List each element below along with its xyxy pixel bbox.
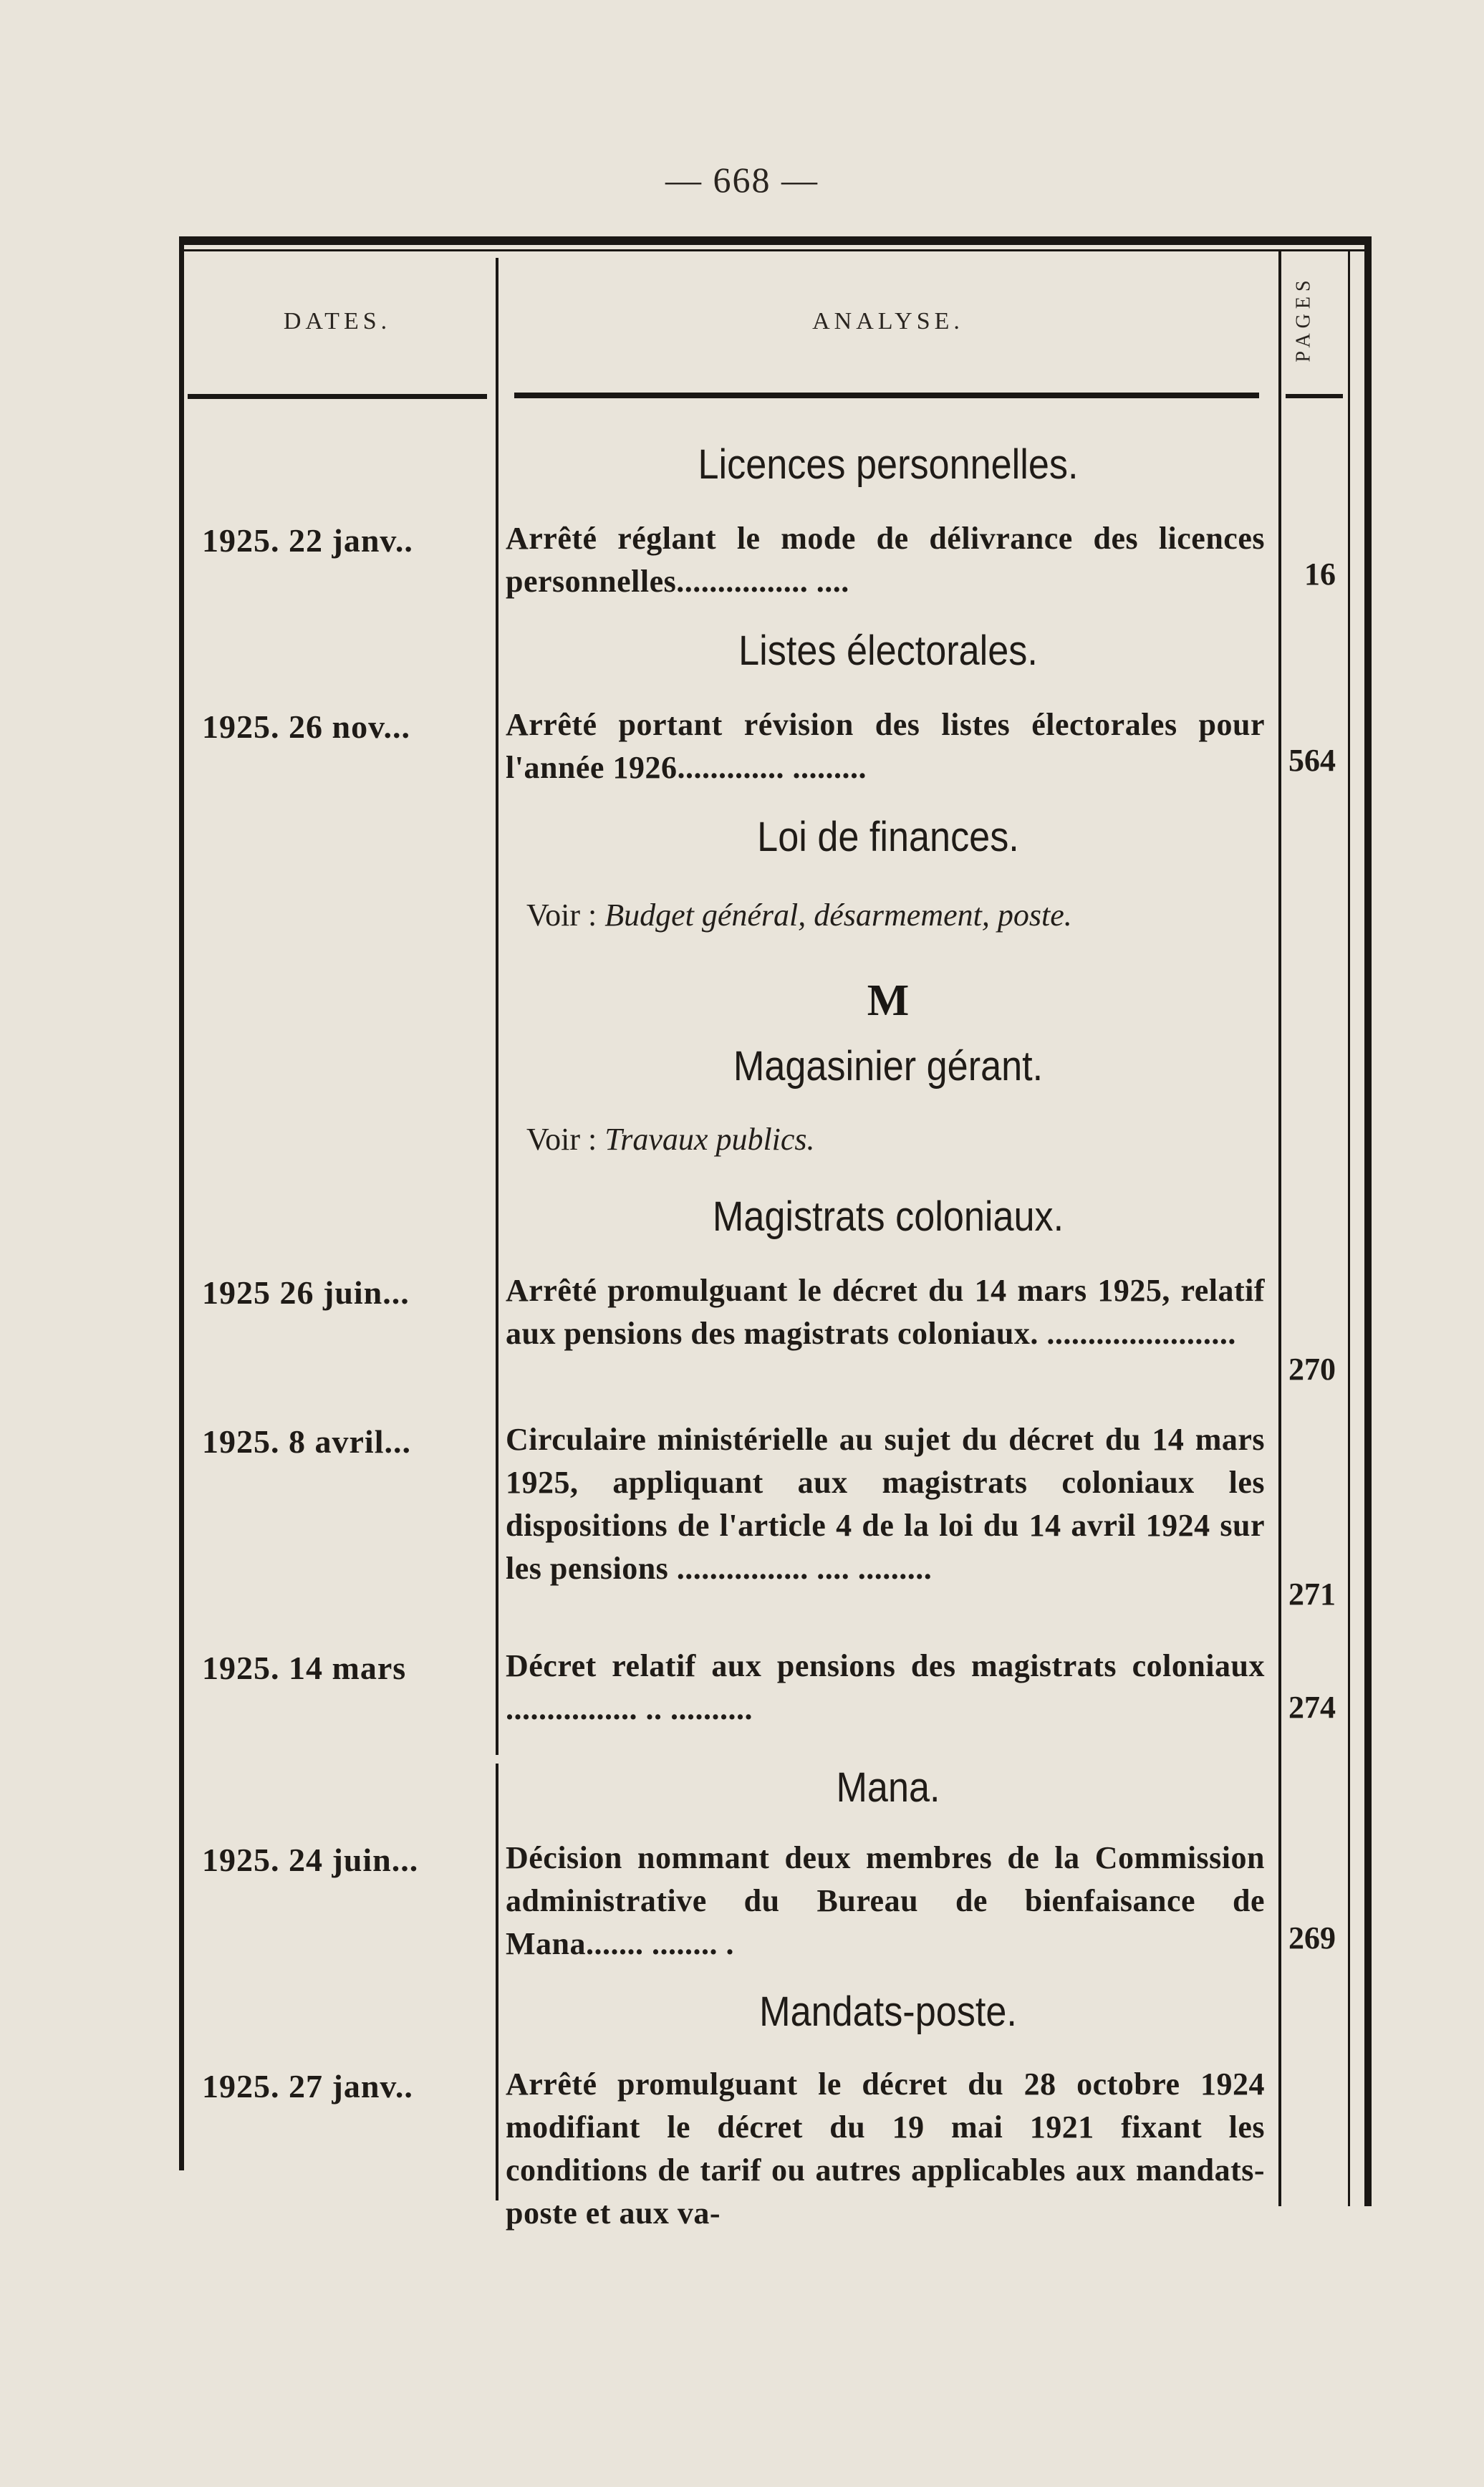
analyse-bracket-lower bbox=[496, 1764, 498, 2200]
entry-text: Arrêté promulguant le décret du 14 mars 1925, relatif aux pensions des magistrats coloniaux. ....................... bbox=[506, 1273, 1265, 1351]
analyse-column-header: ANALYSE. bbox=[812, 308, 964, 335]
cross-reference bbox=[526, 1121, 815, 1158]
entry-text: Arrêté promulguant le décret du 28 octobre 1924 modifiant le décret du 19 mai 1921 fixant les conditions de tarif ou autres applicables aux mandats-poste et aux va- bbox=[506, 2067, 1265, 2231]
entry-text: Décret relatif aux pensions des magistrats coloniaux ................ .. .......... bbox=[506, 1648, 1265, 1726]
page-number: — 668 — bbox=[665, 160, 819, 200]
entry-text: Décision nommant deux membres de la Commission administrative du Bureau de bienfaisance de Mana....... ........ . bbox=[506, 1840, 1265, 1961]
section-heading: Licences personnelles. bbox=[698, 441, 1079, 488]
entry-date: 1925 26 juin... bbox=[202, 1274, 410, 1311]
entry-text: Arrêté réglant le mode de délivrance des licences personnelles................ .... bbox=[506, 521, 1265, 599]
left-border bbox=[179, 236, 184, 2170]
voir-prefix: Voir : bbox=[526, 898, 597, 933]
dates-column-header: DATES. bbox=[283, 308, 392, 335]
entry-date: 1925. 24 juin... bbox=[202, 1842, 419, 1878]
section-heading: Mana. bbox=[836, 1764, 940, 1811]
dates-divider bbox=[496, 258, 498, 1755]
section-heading: Magasinier gérant. bbox=[733, 1043, 1044, 1089]
entry-page: 274 bbox=[1288, 1690, 1336, 1725]
entry-page: 564 bbox=[1288, 743, 1336, 778]
top-rule-thick bbox=[179, 236, 1372, 245]
pages-column-header: PAGES bbox=[1293, 275, 1315, 362]
entry-date: 1925. 26 nov... bbox=[202, 708, 411, 745]
voir-reference: Budget général, désarmement, poste. bbox=[604, 898, 1072, 933]
header-underline-analyse bbox=[514, 393, 1259, 398]
entry-date: 1925. 27 janv.. bbox=[202, 2068, 413, 2104]
entry-page: 269 bbox=[1288, 1920, 1336, 1956]
entry-page: 271 bbox=[1288, 1577, 1336, 1612]
pages-divider bbox=[1278, 251, 1281, 2206]
top-rule-thin bbox=[179, 249, 1372, 251]
header-underline-pages bbox=[1286, 394, 1343, 398]
alphabet-letter: M bbox=[867, 976, 910, 1025]
entry-date: 1925. 22 janv.. bbox=[202, 522, 413, 559]
entry-page: 270 bbox=[1288, 1352, 1336, 1387]
right-border bbox=[1364, 236, 1372, 2206]
entry-text: Arrêté portant révision des listes électorales pour l'année 1926............. ......... bbox=[506, 707, 1265, 785]
voir-reference: Travaux publics. bbox=[604, 1122, 815, 1157]
section-heading: Loi de finances. bbox=[757, 814, 1019, 860]
cross-reference bbox=[526, 897, 1072, 933]
section-heading: Mandats-poste. bbox=[759, 1988, 1017, 2035]
entry-date: 1925. 8 avril... bbox=[202, 1423, 411, 1460]
section-heading: Listes électorales. bbox=[738, 627, 1038, 674]
entry-date: 1925. 14 mars bbox=[202, 1650, 407, 1686]
entry-page: 16 bbox=[1304, 557, 1336, 592]
header-underline-dates bbox=[188, 394, 487, 399]
pages-divider-inner bbox=[1348, 251, 1350, 2206]
entry-text: Circulaire ministérielle au sujet du décret du 14 mars 1925, appliquant aux magistrats coloniaux les dispositions de l'article 4 de la loi du 14 avril 1924 sur les pensions ................ .... ......... bbox=[506, 1422, 1265, 1586]
voir-prefix: Voir : bbox=[526, 1122, 597, 1157]
section-heading: Magistrats coloniaux. bbox=[712, 1193, 1064, 1240]
